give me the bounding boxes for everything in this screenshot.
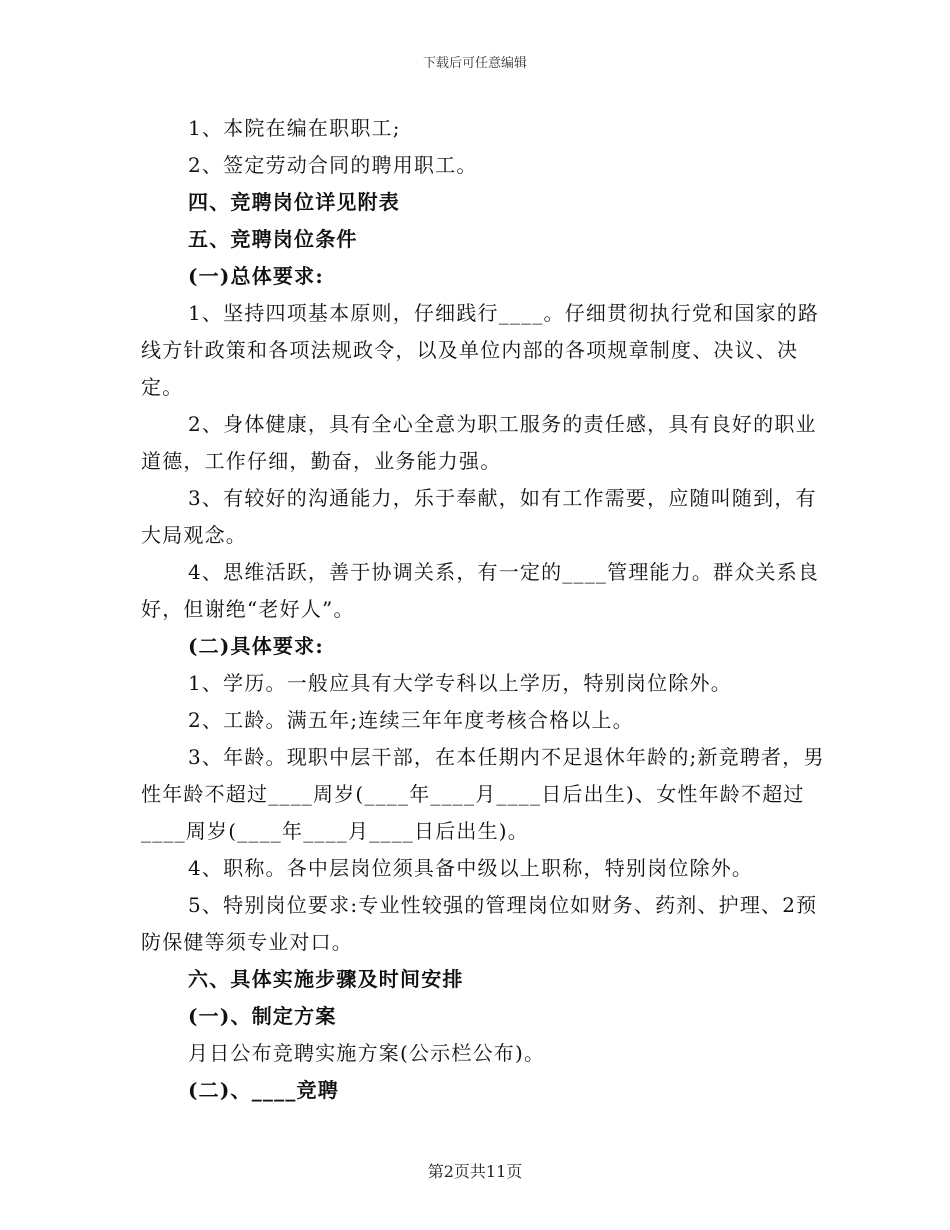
paragraph: 1、学历。一般应具有大学专科以上学历，特别岗位除外。 bbox=[188, 671, 732, 695]
section-heading: 五、竞聘岗位条件 bbox=[188, 227, 358, 251]
document-body bbox=[0, 110, 950, 1109]
subsection-heading: (一)总体要求: bbox=[188, 264, 324, 288]
subsection-heading: (二)、____竞聘 bbox=[188, 1078, 339, 1102]
subsection-heading: (一)、制定方案 bbox=[188, 1004, 337, 1028]
paragraph: 4、职称。各中层岗位须具备中级以上职称，特别岗位除外。 bbox=[188, 856, 754, 880]
paragraph: 1、本院在编在职职工; bbox=[188, 116, 401, 140]
subsection-heading: (二)具体要求: bbox=[188, 634, 324, 658]
paragraph: 5、特别岗位要求:专业性较强的管理岗位如财务、药剂、护理、2预防保健等须专业对口。 bbox=[141, 893, 818, 954]
section-heading: 四、竞聘岗位详见附表 bbox=[188, 190, 400, 214]
paragraph: 2、签定劳动合同的聘用职工。 bbox=[188, 153, 478, 177]
paragraph: 月日公布竞聘实施方案(公示栏公布)。 bbox=[188, 1041, 546, 1065]
page-footer: 第2页共11页 bbox=[427, 1162, 523, 1181]
paragraph: 1、坚持四项基本原则，仔细践行____。仔细贯彻执行党和国家的路线方针政策和各项法规政令，以及单位内部的各项规章制度、决议、决定。 bbox=[141, 301, 820, 399]
paragraph: 3、有较好的沟通能力，乐于奉献，如有工作需要，应随叫随到，有大局观念。 bbox=[141, 486, 817, 547]
paragraph: 2、工龄。满五年;连续三年年度考核合格以上。 bbox=[188, 708, 634, 732]
section-heading: 六、具体实施步骤及时间安排 bbox=[188, 967, 464, 991]
paragraph: 4、思维活跃，善于协调关系，有一定的____管理能力。群众关系良好，但谢绝“老好人”。 bbox=[141, 560, 820, 621]
paragraph: 3、年龄。现职中层干部，在本任期内不足退休年龄的;新竞聘者，男性年龄不超过____周岁(____年____月____日后出生)、女性年龄不超过____周岁(____年____月____日后出生)。 bbox=[141, 745, 825, 843]
paragraph: 2、身体健康，具有全心全意为职工服务的责任感，具有良好的职业道德，工作仔细，勤奋，业务能力强。 bbox=[141, 412, 817, 473]
page-header: 下载后可任意编辑 bbox=[422, 56, 527, 71]
